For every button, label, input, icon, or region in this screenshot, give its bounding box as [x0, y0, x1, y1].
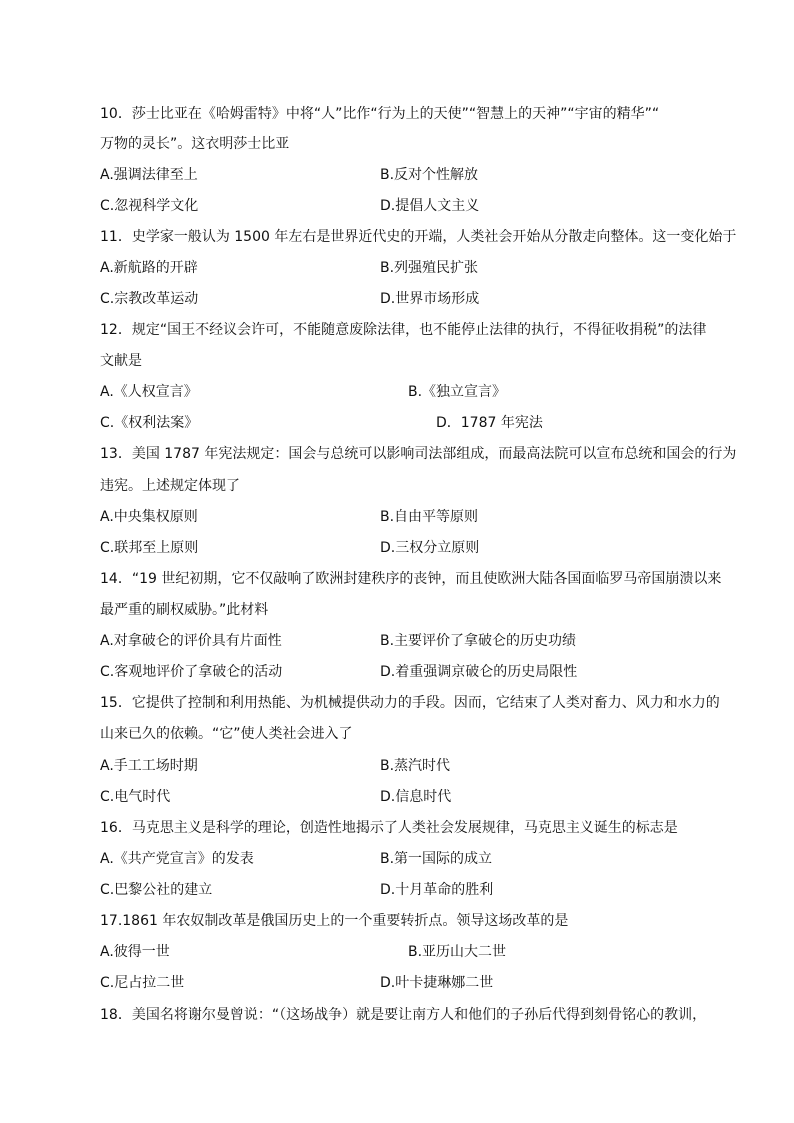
q10-line2: 万物的灵长”。这衣明莎士比亚 — [100, 136, 290, 152]
q16-option-b: B.第一国际的成立 — [380, 851, 493, 867]
q17-option-d: D.叶卡捷琳娜二世 — [380, 975, 494, 991]
q12-line1: 12．规定“国王不经议会许可，不能随意废除法律，也不能停止法律的执行，不得征收捐税”的法律 — [100, 322, 707, 338]
q12-option-b: B.《独立宣言》 — [408, 384, 507, 400]
q10-option-b: B.反对个性解放 — [380, 167, 479, 183]
q14-option-a: A.对拿破仑的评价具有片面性 — [100, 633, 282, 649]
q13-option-c: C.联邦至上原则 — [100, 540, 199, 556]
q12-option-a: A.《人权宣言》 — [100, 384, 198, 400]
q15-line2: 山来已久的依赖。“它”使人类社会进入了 — [100, 726, 353, 742]
q11-option-d: D.世界市场形成 — [380, 291, 480, 307]
q12-option-c: C.《权利法案》 — [100, 415, 199, 431]
q10-line1: 10．莎士比亚在《哈姆雷特》中将“人”比作“行为上的天使”“智慧上的天神”“宇宙的精华”“ — [100, 106, 660, 122]
q12-line2: 文献是 — [100, 353, 142, 369]
q12-option-d: D．1787 年宪法 — [436, 415, 543, 431]
q14-line1: 14．“19 世纪初期，它不仅敲响了欧洲封建秩序的丧钟，而且使欧洲大陆各国面临罗马帝国崩溃以来 — [100, 571, 722, 587]
q11-line1: 11．史学家一般认为 1500 年左右是世界近代史的开端，人类社会开始从分散走向整体。这一变化始于 — [100, 229, 737, 245]
q14-line2: 最严重的刷权威胁。”此材料 — [100, 602, 269, 618]
q11-option-a: A.新航路的开辟 — [100, 260, 198, 276]
q13-line2: 违宪。上述规定体现了 — [100, 478, 240, 494]
q17-option-a: A.彼得一世 — [100, 944, 170, 960]
q13-option-d: D.三权分立原则 — [380, 540, 480, 556]
q10-option-d: D.提倡人文主义 — [380, 198, 480, 214]
q13-option-a: A.中央集权原则 — [100, 509, 198, 525]
q16-option-a: A.《共产党宣言》的发表 — [100, 851, 254, 867]
q14-option-d: D.着重强调京破仑的历史局限性 — [380, 664, 578, 680]
q15-option-b: B.蒸汽时代 — [380, 758, 451, 774]
q15-option-c: C.电气时代 — [100, 789, 171, 805]
q13-line1: 13．美国 1787 年宪法规定：国会与总统可以影响司法部组成，而最高法院可以宣布总统和国会的行为 — [100, 446, 737, 462]
q13-option-b: B.自由平等原则 — [380, 509, 479, 525]
q16-option-c: C.巴黎公社的建立 — [100, 882, 213, 898]
q10-option-a: A.强调法律至上 — [100, 167, 198, 183]
q17-option-b: B.亚历山大二世 — [408, 944, 507, 960]
q16-line1: 16．马克思主义是科学的理论，创造性地揭示了人类社会发展规律，马克思主义诞生的标志是 — [100, 820, 678, 836]
q15-option-d: D.信息时代 — [380, 789, 452, 805]
q14-option-c: C.客观地评价了拿破仑的活动 — [100, 664, 283, 680]
q11-option-b: B.列强殖民扩张 — [380, 260, 479, 276]
q17-line1: 17.1861 年农奴制改革是俄国历史上的一个重要转折点。领导这场改革的是 — [100, 913, 569, 929]
q15-option-a: A.手工工场时期 — [100, 758, 198, 774]
q18-line1: 18．美国名将谢尔曼曾说：“（这场战争）就是要让南方人和他们的子孙后代得到刻骨铭心的教训， — [100, 1007, 707, 1023]
q15-line1: 15．它提供了控制和利用热能、为机械提供动力的手段。因而，它结束了人类对畜力、风力和水力的 — [100, 695, 720, 711]
q11-option-c: C.宗教改革运动 — [100, 291, 199, 307]
q16-option-d: D.十月革命的胜利 — [380, 882, 494, 898]
q10-option-c: C.忽视科学文化 — [100, 198, 199, 214]
q17-option-c: C.尼占拉二世 — [100, 975, 185, 991]
q14-option-b: B.主要评价了拿破仑的历史功绩 — [380, 633, 577, 649]
